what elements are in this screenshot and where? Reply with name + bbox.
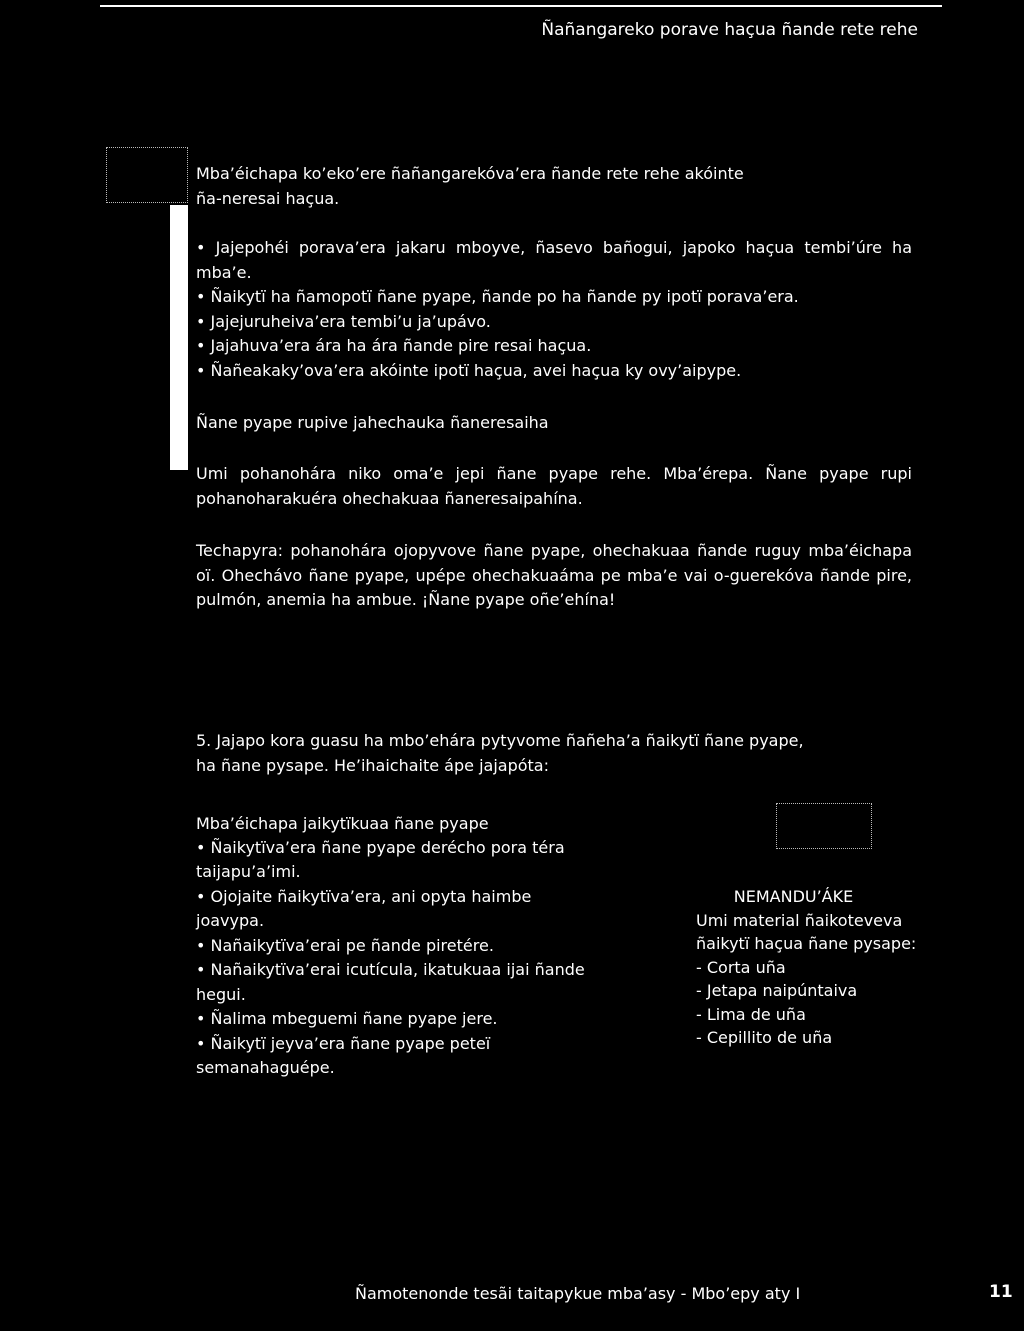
materials-item: - Corta uña: [696, 957, 786, 977]
materials-subtitle: Umi material ñaikoteveva ñaikytï haçua ñane pysape:: [696, 910, 917, 953]
activity-question: 5. Jajapo kora guasu ha mbo’ehára pytyvome ñañeha’a ñaikytï ñane pyape, ha ñane pysape. He’ihaichaite ápe jajapóta:: [196, 731, 804, 775]
margin-bar: [170, 205, 188, 470]
materials-item: - Cepillito de uña: [696, 1028, 833, 1047]
list-item: • Ñaikytïva’era ñane pyape derécho pora téra taijapu’a’imi.: [196, 836, 596, 885]
top-rule: [100, 5, 942, 7]
list-item: • Ñaikytï jeyva’era ñane pyape peteï semanahaguépe.: [196, 1032, 596, 1081]
hygiene-list: [196, 236, 912, 383]
list-item: • Nañaikytïva’erai icutícula, ikatukuaa ijai ñande hegui.: [196, 958, 596, 1007]
list-item: • Ñaikytï ha ñamopotï ñane pyape, ñande po ha ñande py ipotï porava’era.: [196, 285, 912, 310]
list-item: • Jajahuva’era ára ha ára ñande pire resai haçua.: [196, 334, 912, 359]
section-heading: Ñane pyape rupive jahechauka ñaneresaiha: [196, 413, 549, 432]
page-number: 11: [989, 1282, 1013, 1302]
materials-icon-placeholder: [776, 803, 872, 849]
nail-care-title: Mba’éichapa jaikytïkuaa ñane pyape: [196, 814, 489, 833]
list-item: • Jajepohéi porava’era jakaru mboyve, ñasevo bañogui, japoko haçua tembi’úre ha mba’e.: [196, 236, 912, 285]
list-item: • Jajejuruheiva’era tembi’u ja’upávo.: [196, 310, 912, 335]
list-item: • Ojojaite ñaikytïva’era, ani opyta haimbe joavypa.: [196, 885, 596, 934]
section-paragraph-1: Umi pohanohára niko oma’e jepi ñane pyape rehe. Mba’érepa. Ñane pyape rupi pohanoharakuéra ohechakuaa ñaneresaipahína.: [196, 464, 912, 508]
list-item: • Nañaikytïva’erai pe ñande piretére.: [196, 934, 596, 959]
materials-box: [696, 885, 936, 1050]
nail-care-box: [196, 812, 636, 1081]
nail-care-list: [196, 836, 596, 1081]
footer-text: Ñamotenonde tesãi taitapykue mba’asy - Mbo’epy aty I: [355, 1284, 801, 1303]
intro-text: Mba’éichapa ko’eko’ere ñañangarekóva’era ñande rete rehe akóinte ña-neresai haçua.: [196, 164, 744, 208]
materials-item: - Lima de uña: [696, 1004, 806, 1024]
intro-icon-placeholder: [106, 147, 188, 203]
materials-title: NEMANDU’ÁKE: [733, 887, 854, 906]
section-paragraph-2: Techapyra: pohanohára ojopyvove ñane pyape, ohechakuaa ñande ruguy mba’éichapa oï. Ohechávo ñane pyape, upépe ohechakuaáma pe mba’e vai o-guerekóva ñande pire, pulmón, anemia ha ambue. ¡Ñane pyape oñe’ehína!: [196, 541, 912, 609]
materials-item: - Jetapa naipúntaiva: [696, 981, 858, 1000]
list-item: • Ñañeakaky’ova’era akóinte ipotï haçua, avei haçua ky ovy’aipype.: [196, 359, 912, 384]
page-header: Ñañangareko porave haçua ñande rete rehe: [541, 20, 918, 40]
list-item: • Ñalima mbeguemi ñane pyape jere.: [196, 1007, 596, 1032]
